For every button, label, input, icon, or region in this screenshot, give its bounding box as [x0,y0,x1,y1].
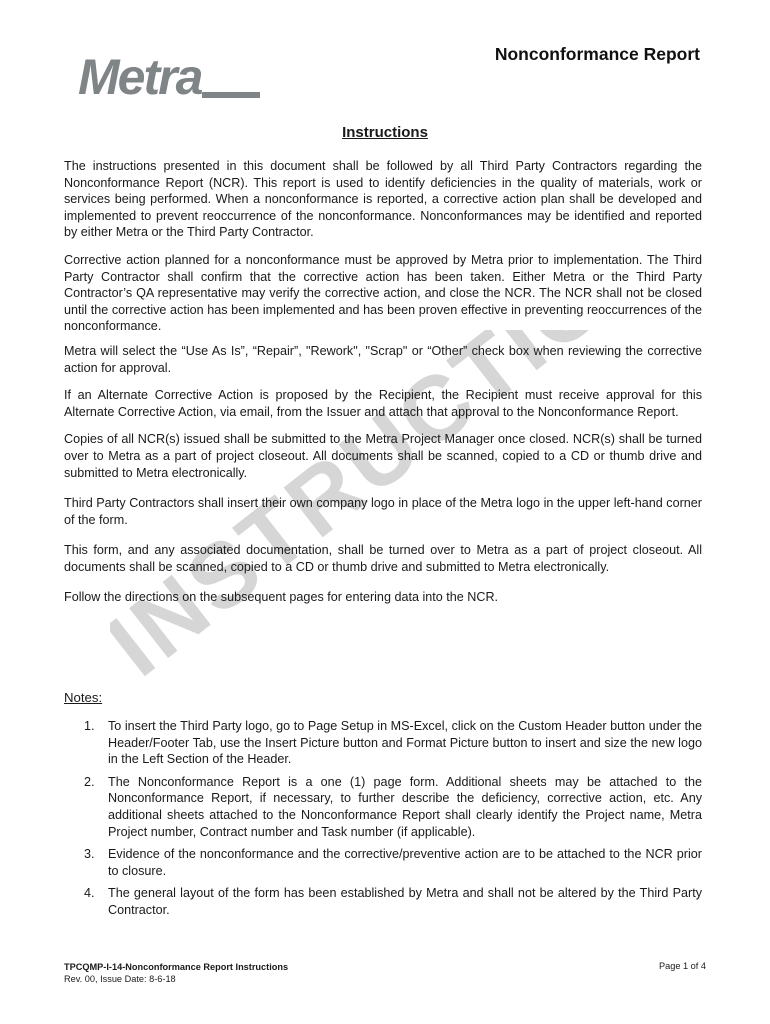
paragraph-intro: The instructions presented in this document shall be followed by all Third Party Contractors regarding the Nonconformance Report (NCR). This report is used to identify deficiencies in the quality of materials, work or services being performed. When a nonconformance is reported, a corrective action plan shall be developed and implemented to prevent reoccurrence of the nonconformance. Nonconformances may be identified and reported by either Metra or the Third Party Contractor. [64,159,702,240]
instructions-body [64,158,702,606]
footer-doc-id: TPCQMP-I-14-Nonconformance Report Instructions [64,962,289,972]
note-item [84,885,702,918]
note-text: The Nonconformance Report is a one (1) page form. Additional sheets may be attached to the Nonconformance Report, if necessary, to further describe the deficiency, corrective action, etc. Any additional sheets attached to the Nonconformance Report shall clearly identify the Project name, Metra Project number, Contract number and Task number (if applicable). [108,774,702,839]
paragraph-alternate-action: If an Alternate Corrective Action is proposed by the Recipient, the Recipient must receive approval for this Alternate Corrective Action, via email, from the Issuer and attach that approval to the Nonconformance Report. [64,388,702,419]
paragraph-corrective-action: Corrective action planned for a nonconformance must be approved by Metra prior to implementation. The Third Party Contractor shall confirm that the corrective action has been taken. Either Metra or the Third Party Contractor’s QA representative may verify the corrective action, and close the NCR. The NCR shall not be closed until the corrective action has been implemented and has been proven effective in preventing reoccurrences of the nonconformance. [64,252,702,334]
svg-text:Metra: Metra [78,49,202,104]
note-item [84,774,702,840]
note-number: 2. [84,774,95,789]
paragraph-directions: Follow the directions on the subsequent pages for entering data into the NCR. [64,590,499,605]
footer-page-number: Page 1 of 4 [659,961,706,971]
notes-heading: Notes: [64,690,103,705]
note-text: To insert the Third Party logo, go to Page Setup in MS-Excel, click on the Custom Header button under the Header/Footer Tab, use the Insert Picture button and Format Picture button to insert and size the new logo in the Left Section of the Header. [108,719,702,767]
notes-list [84,718,702,925]
paragraph-check-box: Metra will select the “Use As Is”, “Repair”, "Rework", "Scrap" or “Other” check box when reviewing the corrective action for approval. [64,343,702,375]
note-number: 1. [84,719,95,733]
paragraph-closeout: This form, and any associated documentation, shall be turned over to Metra as a part of project closeout. All documents shall be scanned, copied to a CD or thumb drive and submitted to Metra electronically. [64,543,702,574]
metra-logo [74,48,264,104]
watermark-text: INSTRUCTIONS [110,330,630,690]
note-number: 3. [84,847,95,862]
paragraph-logo: Third Party Contractors shall insert their own company logo in place of the Metra logo in the upper left-hand corner of the form. [64,496,702,527]
note-item [84,718,702,768]
note-number: 4. [84,886,95,901]
paragraph-copies: Copies of all NCR(s) issued shall be submitted to the Metra Project Manager once closed. NCR(s) shall be turned over to Metra as a part of project closeout. All documents shall be scanned, copied to a CD or thumb drive and submitted to Metra electronically. [64,432,702,480]
note-item [84,846,702,879]
section-title: Instructions [342,124,428,141]
footer-revision: Rev. 00, Issue Date: 8-6-18 [64,974,176,984]
footer-document-info [64,961,288,985]
document-title: Nonconformance Report [494,44,700,64]
note-text: Evidence of the nonconformance and the corrective/preventive action are to be attached to the NCR prior to closure. [108,847,702,878]
note-text: The general layout of the form has been established by Metra and shall not be altered by the Third Party Contractor. [108,886,702,917]
